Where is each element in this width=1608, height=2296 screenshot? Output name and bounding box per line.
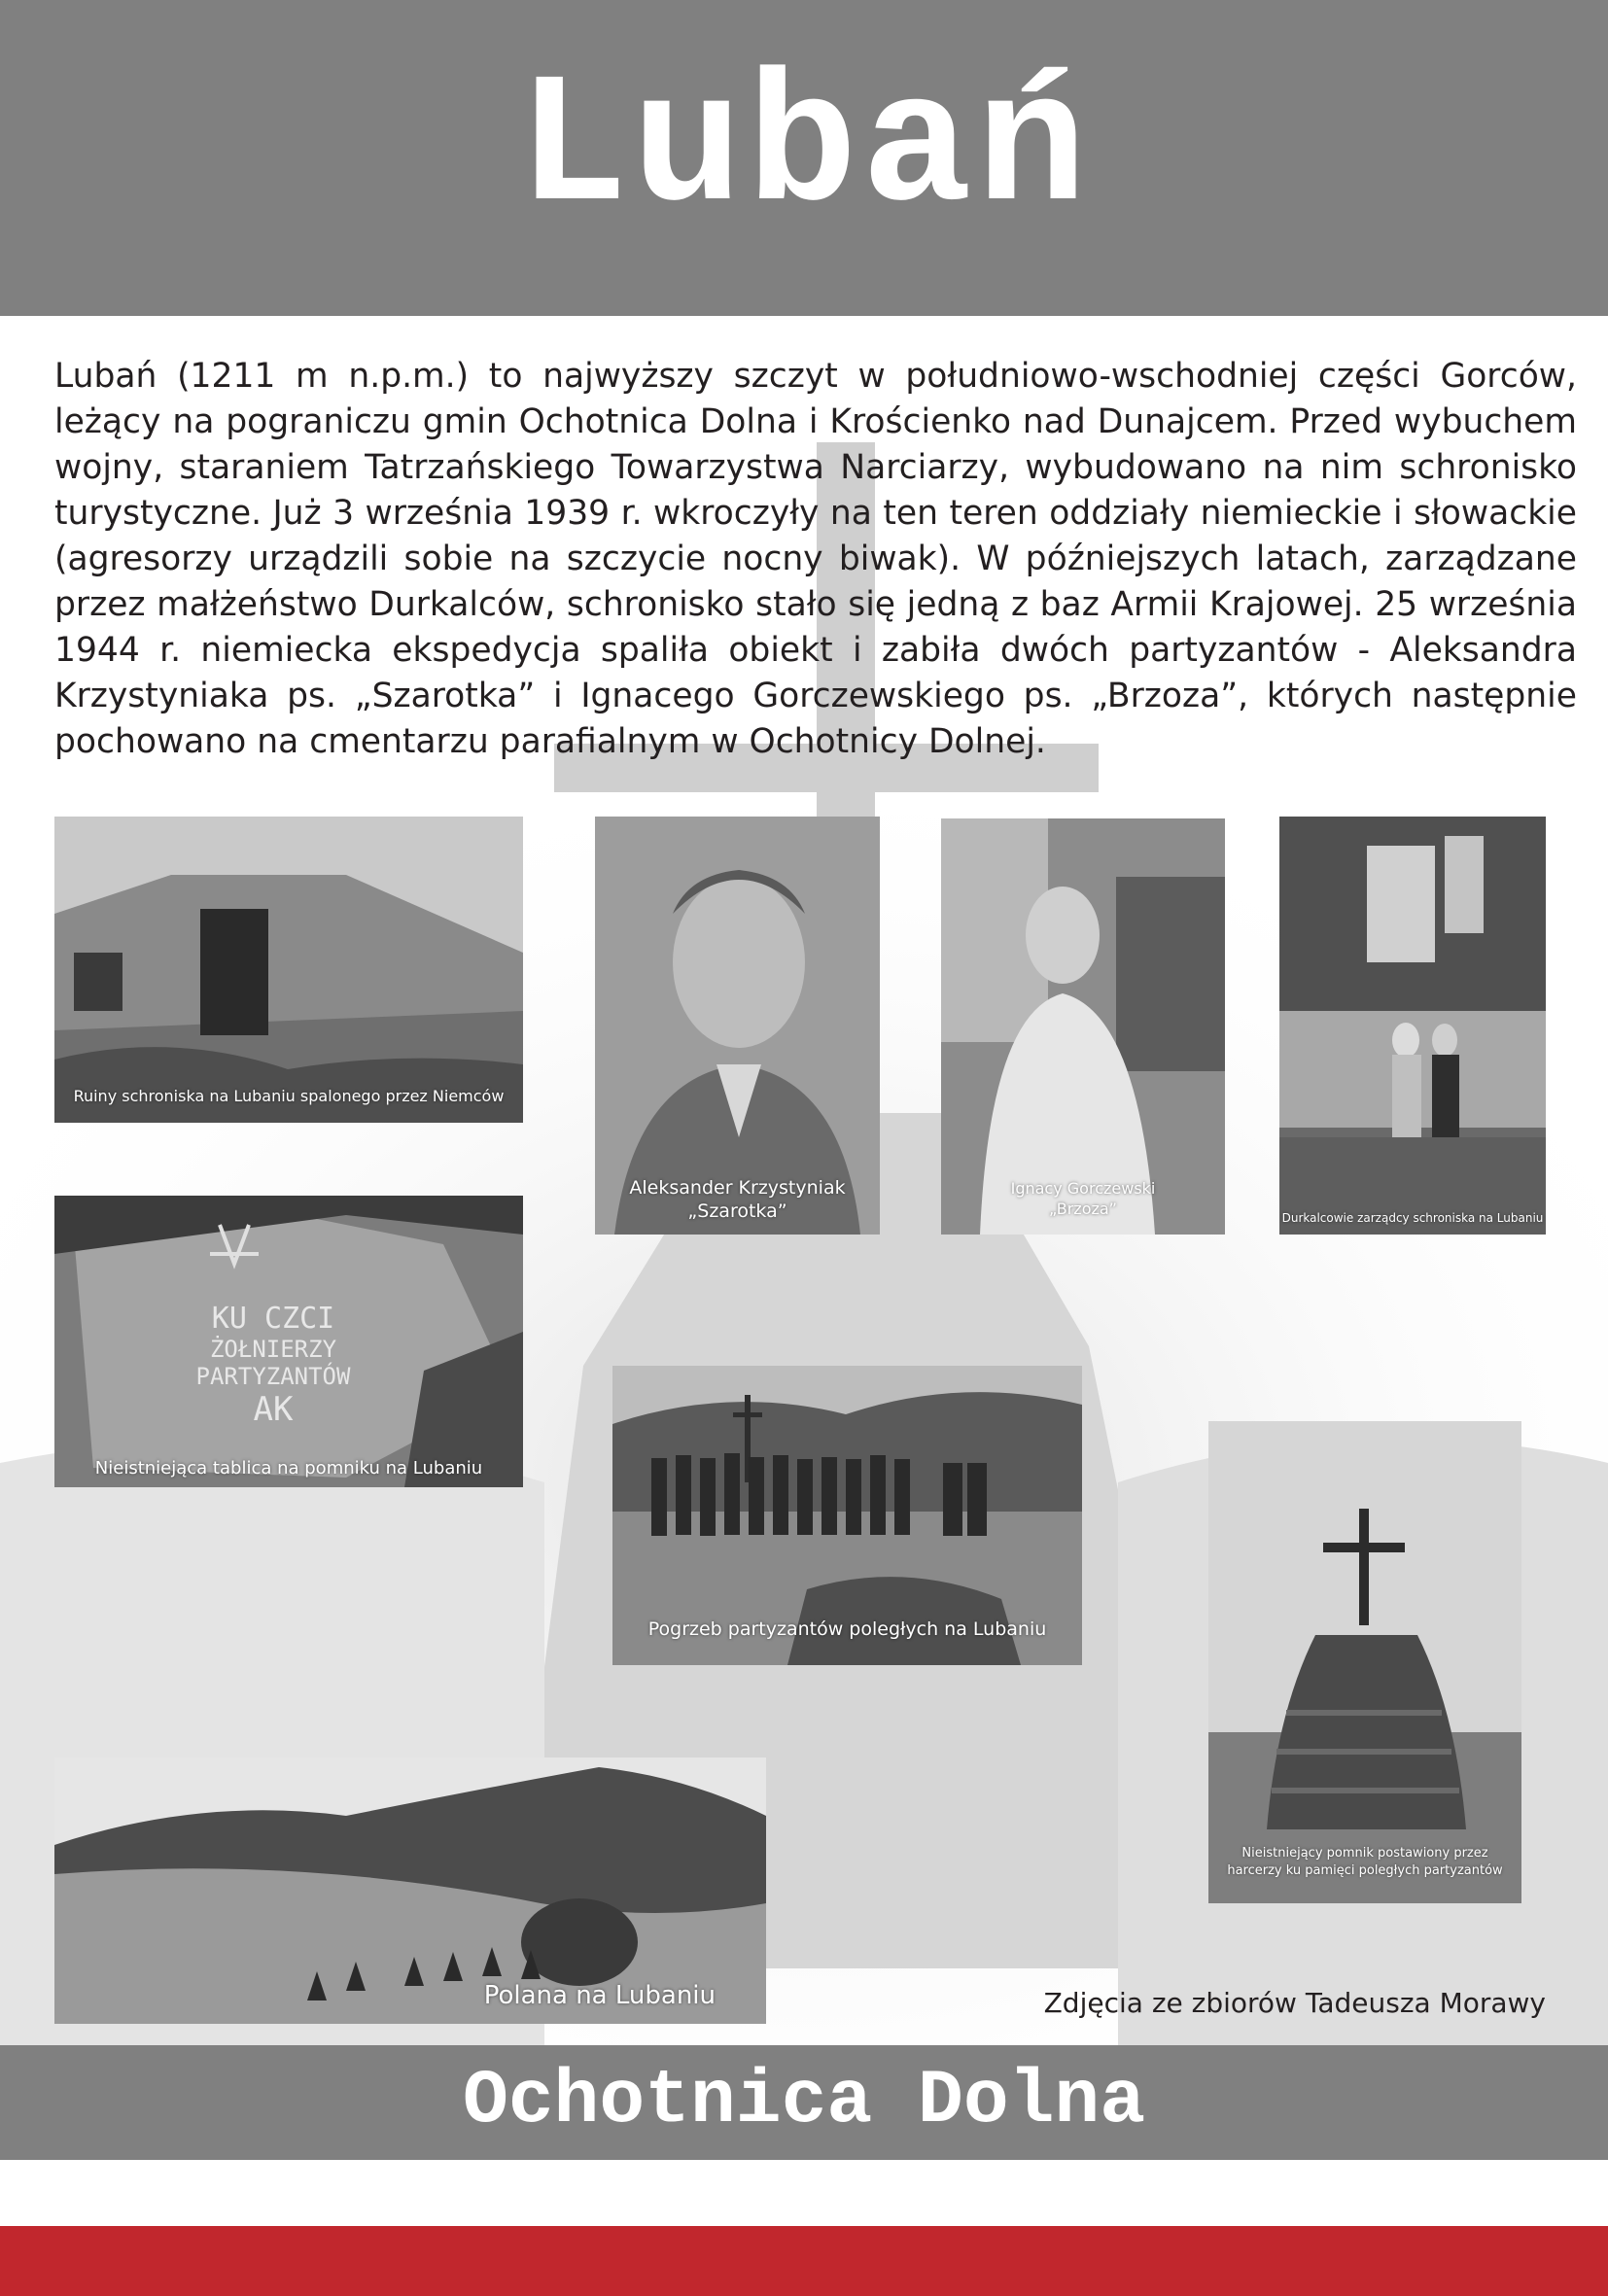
plaque-line-3: PARTYZANTÓW [195,1363,351,1390]
photo-durkalcowie [1279,817,1546,1235]
durkalcowie-image [1279,817,1546,1235]
photo-plaque [54,1196,523,1487]
gorczewski-name: Ignacy Gorczewski [1010,1179,1156,1198]
ruins-caption: Ruiny schroniska na Lubaniu spalonego przez Niemców [73,1087,505,1105]
photo-ruins [54,817,523,1123]
page-title: Lubań [516,46,1092,255]
monument-caption-line-2: harcerzy ku pamięci poległych partyzantów [1227,1863,1503,1878]
krzystyniak-portrait [595,817,880,1235]
krzystyniak-caption [595,1176,880,1223]
gorczewski-portrait [941,818,1225,1235]
photo-credit: Zdjęcia ze zbiorów Tadeusza Morawy [1043,1987,1546,2019]
monument-caption-line-1: Nieistniejący pomnik postawiony przez [1241,1846,1488,1861]
krzystyniak-pseudonym: „Szarotka” [687,1200,787,1222]
durkalcowie-caption: Durkalcowie zarządcy schroniska na Lubaniu [1281,1211,1544,1225]
gorczewski-pseudonym: „Brzoza” [1049,1200,1117,1218]
monument-caption [1208,1845,1521,1880]
ruins-image [54,817,523,1123]
krzystyniak-name: Aleksander Krzystyniak [629,1177,846,1199]
plaque-inscription [113,1303,434,1429]
polana-caption: Polana na Lubaniu [483,1981,716,2010]
photo-funeral [612,1366,1082,1665]
plaque-line-2: ŻOŁNIERZY [209,1336,337,1363]
footer-title: Ochotnica Dolna [462,2059,1146,2144]
funeral-caption: Pogrzeb partyzantów poległych na Lubaniu [647,1618,1047,1640]
plaque-line-1: KU CZCI [211,1302,335,1336]
photo-krzystyniak [595,817,880,1235]
photo-polana [54,1757,766,2024]
red-accent-band [0,2226,1608,2296]
photo-gorczewski [941,818,1225,1235]
gorczewski-caption [941,1178,1225,1219]
monument-image [1208,1421,1521,1903]
intro-paragraph: Lubań (1211 m n.p.m.) to najwyższy szczyt w południowo-wschodniej części Gorców, leżący na pograniczu gmin Ochotnica Dolna i Krościenko nad Dunajcem. Przed wybuchem wojny, staraniem Tatrzańskiego Towarzystwa Narciarzy, wybudowano na nim schronisko turystyczne. Już 3 września 1939 r. wkroczyły na ten teren oddziały niemieckie i słowackie (agresorzy urządzili sobie na szczycie nocny biwak). W późniejszych latach, zarządzane przez małżeństwo Durkalców, schronisko stało się jedną z baz Armii Krajowej. 25 września 1944 r. niemiecka ekspedycja spaliła obiekt i zabiła dwóch partyzantów - Aleksandra Krzystyniaka ps. „Szarotka” i Ignacego Gorczewskiego ps. „Brzoza”, których następnie pochowano na cmentarzu parafialnym w Ochotnicy Dolnej. [54,357,1577,761]
plaque-line-4: AK [253,1390,294,1429]
photo-monument [1208,1421,1521,1903]
plaque-caption: Nieistniejąca tablica na pomniku na Lubaniu [94,1458,483,1478]
